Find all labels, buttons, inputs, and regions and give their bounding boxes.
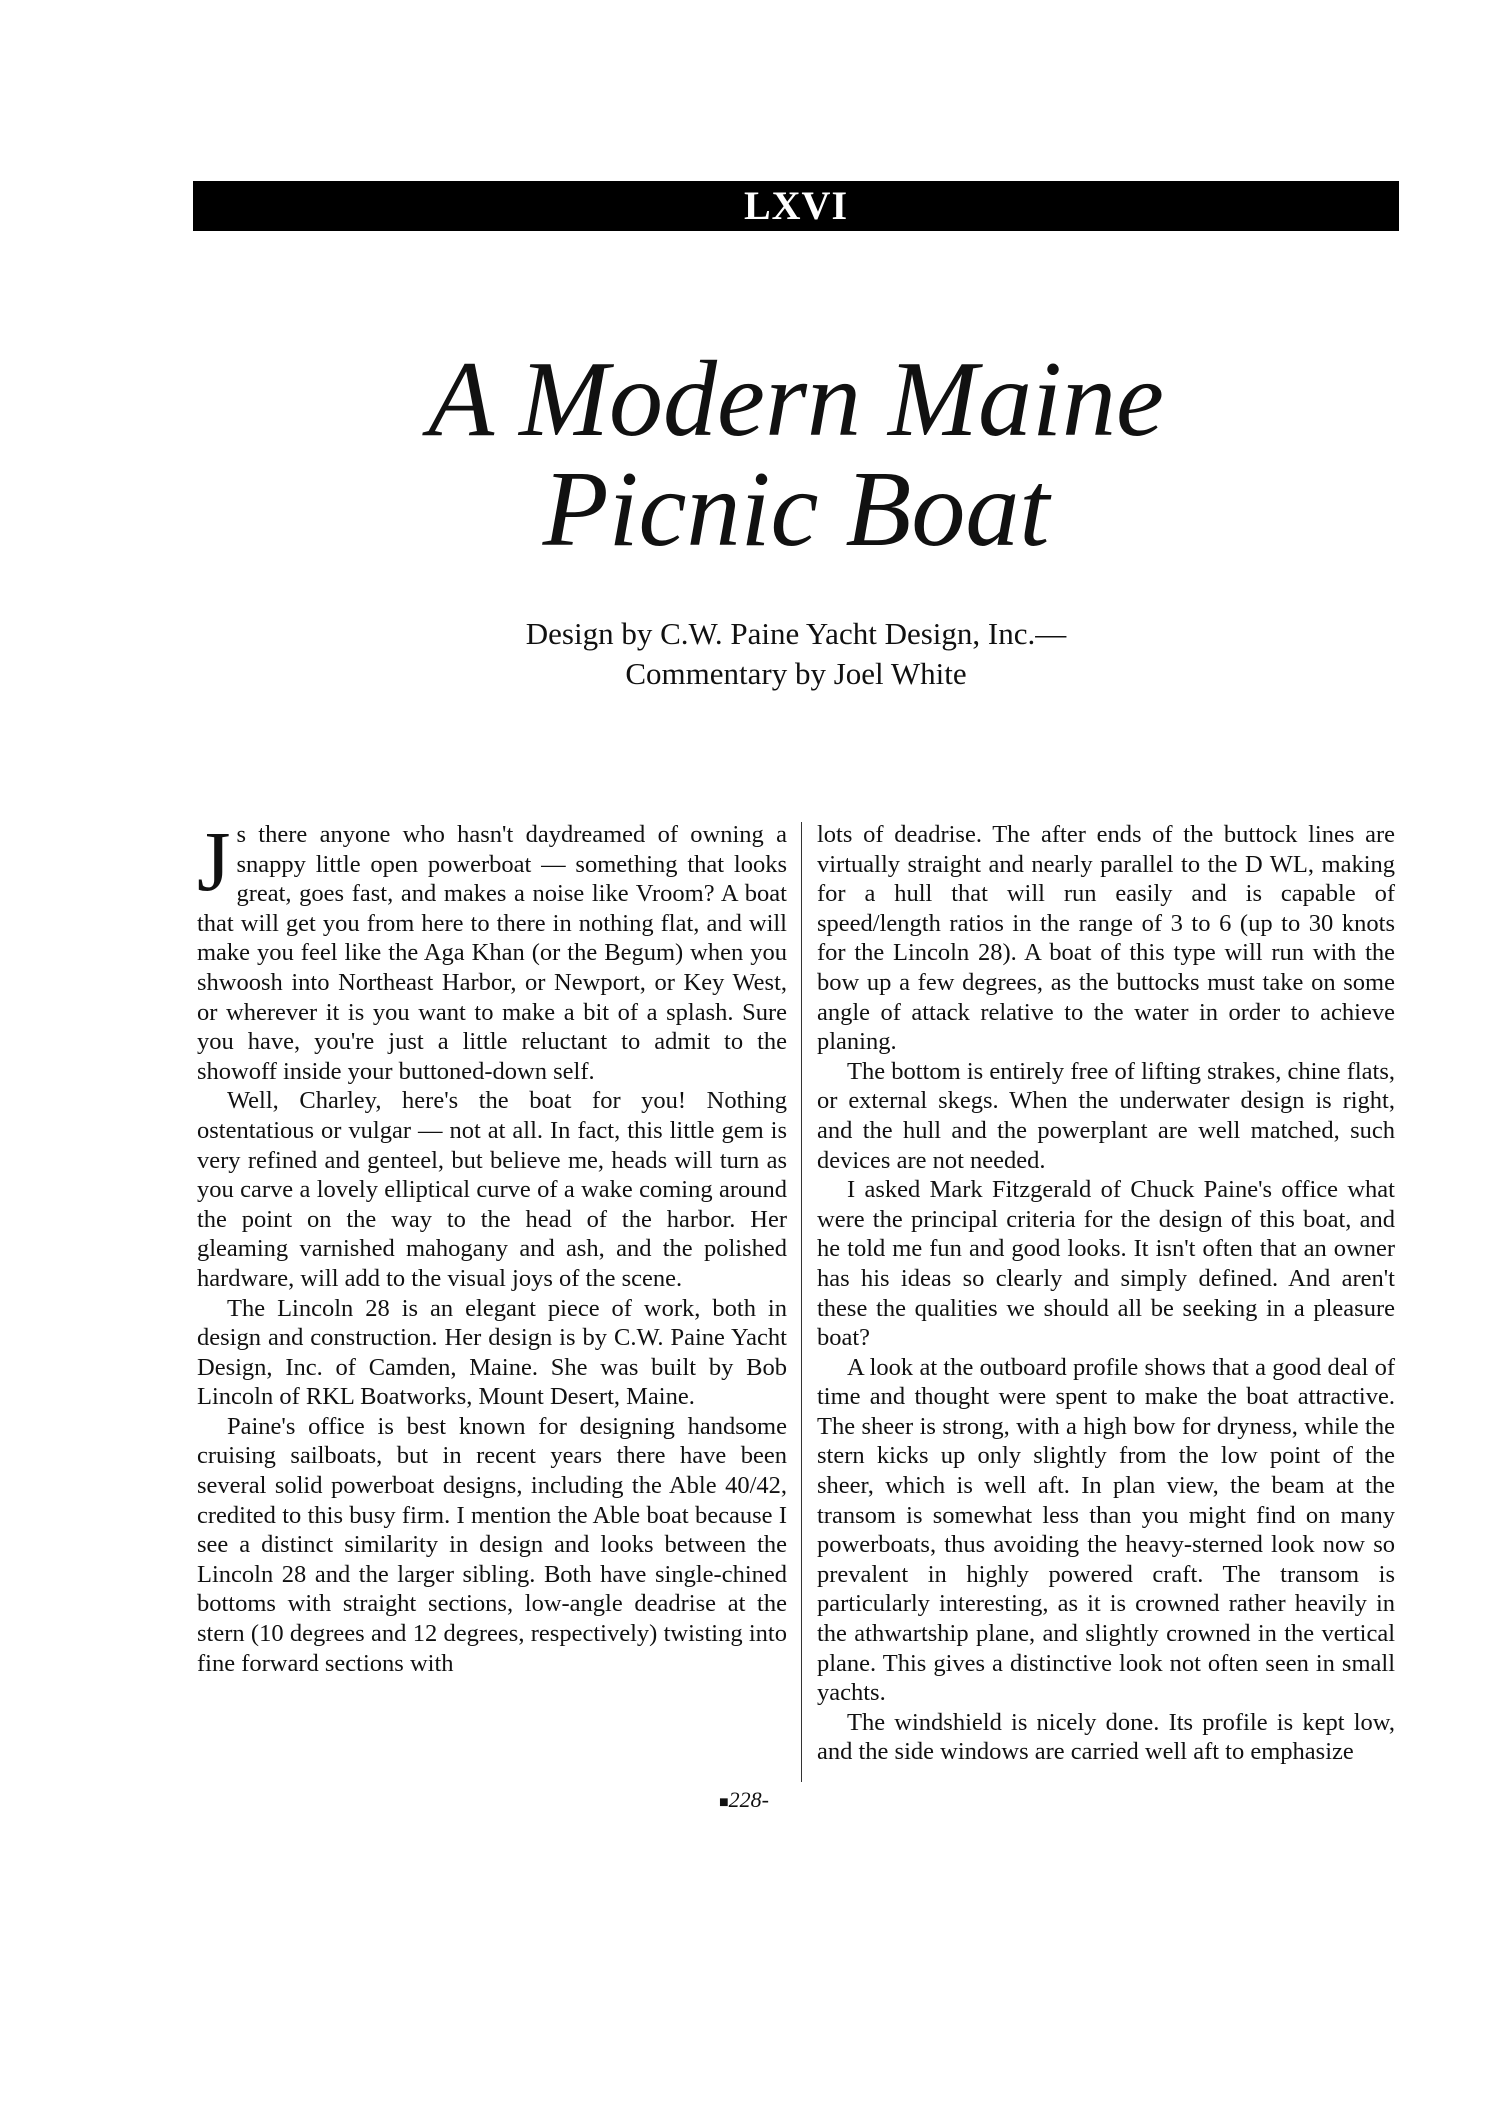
paragraph: The windshield is nicely done. Its profile is kept low, and the side windows are carried well aft to emphasize <box>817 1708 1395 1766</box>
drop-cap: J <box>197 813 231 909</box>
chapter-number: LXVI <box>743 183 849 228</box>
paragraph: I asked Mark Fitzgerald of Chuck Paine's office what were the principal criteria for the design of this boat, and he told me fun and good looks. It isn't often that an owner has his ideas so clearly and simply defined. And aren't these the qualities we should all be seeking in a pleasure boat? <box>817 1176 1395 1352</box>
paragraph: The Lincoln 28 is an elegant piece of work, both in design and construction. Her design is by C.W. Paine Yacht Design, Inc. of Camden, Maine. She was built by Bob Lincoln of RKL Boatworks, Mount Desert, Maine. <box>197 1294 787 1411</box>
byline-commentary: Commentary by Joel White <box>625 656 967 691</box>
byline-designer: Design by C.W. Paine Yacht Design, Inc.— <box>525 616 1067 651</box>
page-number-bullet: ■ <box>719 1794 729 1811</box>
chapter-number-banner <box>193 181 1399 231</box>
paragraph: Well, Charley, here's the boat for you! Nothing ostentatious or vulgar — not at all. In fact, this little gem is very refined and genteel, but believe me, heads will turn as you carve a lovely elliptical curve of a wake coming around the point on the way to the head of the harbor. Her gleaming varnished mahogany and ash, and the polished hardware, will add to the visual joys of the scene. <box>197 1087 787 1292</box>
right-text-column <box>817 820 1395 1767</box>
paragraph: The bottom is entirely free of lifting strakes, chine flats, or external skegs. When the underwater design is right, and the hull and the powerplant are well matched, such devices are not needed. <box>817 1057 1395 1174</box>
byline <box>193 614 1399 694</box>
article-title <box>193 340 1399 569</box>
page-number-value: 228- <box>728 1787 769 1812</box>
title-line-1: A Modern Maine <box>428 340 1164 459</box>
paragraph: lots of deadrise. The after ends of the buttock lines are virtually straight and nearly parallel to the D WL, making for a hull that will run easily and is capable of speed/length ratios in the range of 3 to 6 (up to 30 knots for the Lincoln 28). A boat of this type will run with the bow up a few degrees, as the buttocks must take on some angle of attack relative to the water in order to achieve planing. <box>817 821 1395 1056</box>
column-divider <box>801 822 802 1782</box>
page-number <box>0 1787 1488 1813</box>
paragraph: Paine's office is best known for designing handsome cruising sailboats, but in recent years there have been several solid powerboat designs, including the Able 40/42, credited to this busy firm. I mention the Able boat because I see a distinct similarity in design and looks between the Lincoln 28 and the larger sibling. Both have single-chined bottoms with straight sections, low-angle deadrise at the stern (10 degrees and 12 degrees, respectively) twisting into fine forward sections with <box>197 1412 787 1677</box>
paragraph: A look at the outboard profile shows that a good deal of time and thought were spent to make the boat attractive. The sheer is strong, with a high bow for dryness, while the stern kicks up only slightly from the low point of the sheer, which is well aft. In plan view, the beam at the transom is somewhat less than you might find on many powerboats, thus avoiding the heavy-sterned look now so prevalent in highly powered craft. The transom is particularly interesting, as it is crowned rather heavily in the athwartship plane, and slightly crowned in the vertical plane. This gives a distinctive look not often seen in small yachts. <box>817 1353 1395 1707</box>
left-text-column <box>197 813 787 1678</box>
title-line-2: Picnic Boat <box>542 450 1050 569</box>
paragraph: Js there anyone who hasn't daydreamed of owning a snappy little open powerboat — something that looks great, goes fast, and makes a noise like Vroom? A boat that will get you from here to there in nothing flat, and will make you feel like the Aga Khan (or the Begum) when you shwoosh into Northeast Harbor, or Newport, or Key West, or wherever it is you want to make a bit of a splash. Sure you have, you're just a little reluctant to admit to the showoff inside your buttoned-down self. <box>197 813 787 1085</box>
